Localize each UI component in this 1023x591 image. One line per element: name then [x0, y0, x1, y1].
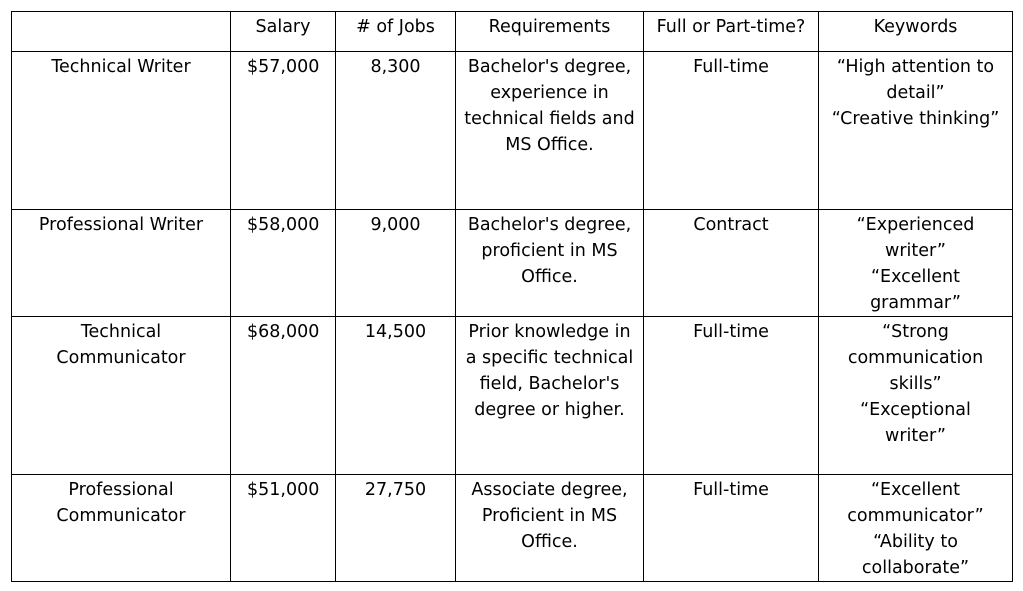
keyword-line: writer”: [885, 241, 946, 261]
salary-cell: $68,000: [231, 317, 336, 475]
requirements-line: Bachelor's degree,: [467, 57, 632, 77]
requirements-line: Office.: [521, 267, 578, 287]
table-row: [12, 475, 1013, 582]
salary-cell: $58,000: [231, 210, 336, 317]
header-employment-type: Full or Part-time?: [644, 12, 819, 52]
employment-type-cell: Contract: [644, 210, 819, 317]
job-title-line: Professional: [68, 480, 174, 500]
jobs-cell: 27,750: [336, 475, 456, 582]
keyword-line: grammar”: [870, 293, 961, 313]
keyword-line: “Excellent: [870, 267, 960, 287]
employment-type-cell: Full-time: [644, 52, 819, 210]
employment-type-cell: Full-time: [644, 475, 819, 582]
salary-cell: $51,000: [231, 475, 336, 582]
requirements-cell: [456, 210, 644, 317]
salary-cell: $57,000: [231, 52, 336, 210]
jobs-cell: 9,000: [336, 210, 456, 317]
job-title-line: Professional Writer: [38, 215, 204, 235]
requirements-line: field, Bachelor's: [479, 374, 620, 394]
keyword-line: “Exceptional: [860, 400, 971, 420]
keyword-line: collaborate”: [861, 558, 970, 578]
requirements-line: technical fields and: [464, 109, 635, 129]
keywords-cell: [819, 52, 1013, 210]
job-title-cell: [12, 317, 231, 475]
requirements-line: degree or higher.: [474, 400, 625, 420]
requirements-line: experience in: [490, 83, 609, 103]
header-row: [12, 12, 1013, 52]
career-comparison-table: [11, 11, 1013, 582]
requirements-cell: [456, 317, 644, 475]
keyword-line: “Experienced: [856, 215, 975, 235]
header-keywords: Keywords: [819, 12, 1013, 52]
header-requirements: Requirements: [456, 12, 644, 52]
requirements-line: Bachelor's degree,: [467, 215, 632, 235]
requirements-line: Prior knowledge in: [468, 322, 631, 342]
header-jobs: # of Jobs: [336, 12, 456, 52]
job-title-cell: [12, 52, 231, 210]
header-empty-cell: [12, 12, 231, 52]
jobs-cell: 8,300: [336, 52, 456, 210]
keyword-line: communication: [847, 348, 984, 368]
requirements-line: proficient in MS: [481, 241, 618, 261]
job-title-cell: [12, 475, 231, 582]
keyword-line: “Strong: [882, 322, 949, 342]
keyword-line: “Creative thinking”: [831, 109, 1000, 129]
keywords-cell: [819, 317, 1013, 475]
keyword-line: detail”: [886, 83, 945, 103]
keyword-line: “Ability to: [873, 532, 958, 552]
requirements-line: MS Office.: [505, 135, 594, 155]
header-salary: Salary: [231, 12, 336, 52]
requirements-line: a specific technical: [465, 348, 634, 368]
requirements-line: Proficient in MS: [481, 506, 618, 526]
job-title-line: Technical: [80, 322, 162, 342]
employment-type-cell: Full-time: [644, 317, 819, 475]
requirements-cell: [456, 475, 644, 582]
job-title-line: Communicator: [56, 348, 186, 368]
requirements-line: Office.: [521, 532, 578, 552]
jobs-cell: 14,500: [336, 317, 456, 475]
job-title-line: Technical Writer: [51, 57, 191, 77]
keyword-line: skills”: [889, 374, 942, 394]
job-title-line: Communicator: [56, 506, 186, 526]
job-title-cell: [12, 210, 231, 317]
requirements-cell: [456, 52, 644, 210]
keyword-line: “High attention to: [836, 57, 995, 77]
keyword-line: communicator”: [847, 506, 984, 526]
table-row: [12, 210, 1013, 317]
keywords-cell: [819, 210, 1013, 317]
keyword-line: writer”: [885, 426, 946, 446]
keyword-line: “Excellent: [870, 480, 960, 500]
keywords-cell: [819, 475, 1013, 582]
table-row: [12, 52, 1013, 210]
requirements-line: Associate degree,: [471, 480, 628, 500]
table-row: [12, 317, 1013, 475]
